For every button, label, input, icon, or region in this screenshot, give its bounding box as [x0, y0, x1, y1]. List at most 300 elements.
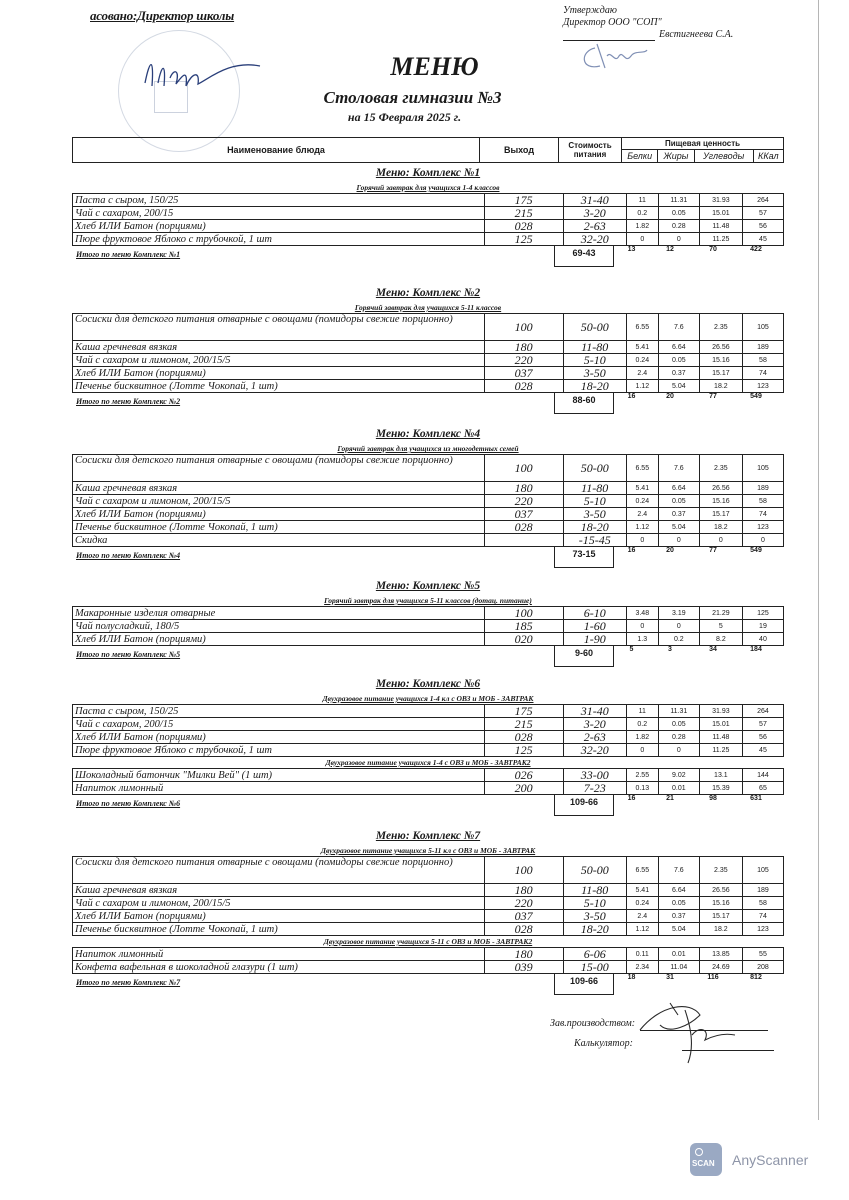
dish-output: 180: [484, 884, 563, 897]
dish-name: Напиток лимонный: [73, 782, 485, 795]
dish-kcal: 189: [742, 341, 783, 354]
table-row: [73, 718, 784, 731]
header-proteins: Белки: [622, 150, 658, 163]
dish-fats: 6.64: [658, 482, 699, 495]
scan-icon-label: SCAN: [692, 1159, 715, 1168]
group-subtitle: Горячий завтрак для учащихся 5-11 классов: [354, 303, 502, 312]
dish-name: Напиток лимонный: [73, 948, 485, 961]
total-kcal: 631: [750, 795, 762, 802]
dish-carbs: 26.56: [699, 341, 742, 354]
dish-price: -15-45: [563, 534, 626, 547]
dish-proteins: 0: [626, 620, 658, 633]
dish-carbs: 11.25: [699, 233, 742, 246]
dish-price: 5-10: [563, 354, 626, 367]
dish-fats: 0.05: [658, 718, 699, 731]
total-row: [72, 393, 784, 417]
dish-kcal: 208: [742, 961, 783, 974]
dish-proteins: 2.34: [626, 961, 658, 974]
dish-carbs: 18.2: [699, 923, 742, 936]
dish-output: 028: [484, 521, 563, 534]
dish-name: Хлеб ИЛИ Батон (порциями): [73, 508, 485, 521]
dish-kcal: 74: [742, 508, 783, 521]
dish-output: 028: [484, 380, 563, 393]
table-row: [73, 495, 784, 508]
dish-carbs: 26.56: [699, 884, 742, 897]
dish-output: 220: [484, 354, 563, 367]
table-row: [73, 207, 784, 220]
total-fats: 21: [666, 795, 674, 802]
dish-fats: 0.05: [658, 354, 699, 367]
table-row: [73, 521, 784, 534]
table-row: [73, 380, 784, 393]
dish-price: 50-00: [563, 314, 626, 341]
dish-name: Конфета вафельная в шоколадной глазури (1 шт): [73, 961, 485, 974]
dish-price: 3-50: [563, 508, 626, 521]
table-row: [73, 233, 784, 246]
total-label: Итого по меню Комплекс №5: [76, 650, 181, 659]
dish-fats: 3.19: [658, 607, 699, 620]
total-kcal: 549: [750, 393, 762, 400]
menu-section: [72, 580, 784, 670]
menu-table: [72, 704, 784, 757]
dish-name: Хлеб ИЛИ Батон (порциями): [73, 910, 485, 923]
dish-kcal: 189: [742, 482, 783, 495]
dish-carbs: 15.16: [699, 897, 742, 910]
scan-app-icon: [690, 1143, 722, 1176]
dish-proteins: 0: [626, 233, 658, 246]
dish-name: Хлеб ИЛИ Батон (порциями): [73, 367, 485, 380]
dish-proteins: 1.3: [626, 633, 658, 646]
dish-name: Каша гречневая вязкая: [73, 884, 485, 897]
menu-section: [72, 830, 784, 998]
dish-output: 220: [484, 897, 563, 910]
total-carbs: 116: [707, 974, 719, 981]
dish-kcal: 19: [742, 620, 783, 633]
dish-output: 100: [484, 607, 563, 620]
dish-output: 125: [484, 744, 563, 757]
dish-kcal: 0: [742, 534, 783, 547]
dish-carbs: 15.17: [699, 508, 742, 521]
dish-fats: 9.02: [658, 769, 699, 782]
dish-name: Шоколадный батончик "Милки Вей" (1 шт): [73, 769, 485, 782]
dish-fats: 0.28: [658, 220, 699, 233]
dish-fats: 0.05: [658, 897, 699, 910]
dish-proteins: 3.48: [626, 607, 658, 620]
dish-price: 11-80: [563, 884, 626, 897]
total-proteins: 16: [627, 547, 636, 554]
section-title: Меню: Комплекс №4: [375, 428, 481, 440]
menu-section: [72, 287, 784, 417]
document-subtitle: Столовая гимназии №3: [323, 88, 502, 107]
menu-table: [72, 768, 784, 795]
dish-output: 100: [484, 314, 563, 341]
dish-carbs: 15.16: [699, 354, 742, 367]
total-label: Итого по меню Комплекс №4: [76, 551, 181, 560]
total-row: [72, 795, 784, 819]
menu-table: [72, 193, 784, 246]
dish-fats: 0.37: [658, 508, 699, 521]
dish-output: 180: [484, 341, 563, 354]
dish-price: 7-23: [563, 782, 626, 795]
table-row: [73, 633, 784, 646]
table-row: [73, 857, 784, 884]
dish-proteins: 11: [626, 705, 658, 718]
production-head-label: Зав.производством:: [550, 1018, 636, 1029]
dish-name: Хлеб ИЛИ Батон (порциями): [73, 633, 485, 646]
total-proteins: 16: [627, 393, 636, 400]
dish-fats: 0: [658, 233, 699, 246]
dish-kcal: 57: [742, 207, 783, 220]
dish-proteins: 11: [626, 194, 658, 207]
table-row: [73, 194, 784, 207]
dish-name: Сосиски для детского питания отварные с овощами (помидоры свежие порционно): [73, 314, 485, 341]
dish-name: Чай с сахаром и лимоном, 200/15/5: [73, 354, 485, 367]
table-row: [73, 367, 784, 380]
dish-price: 31-40: [563, 194, 626, 207]
table-row: [73, 923, 784, 936]
dish-price: 3-20: [563, 207, 626, 220]
dish-fats: 5.04: [658, 521, 699, 534]
menu-section: [72, 678, 784, 819]
dish-carbs: 18.2: [699, 380, 742, 393]
total-carbs: 98: [709, 795, 717, 802]
dish-price: 32-20: [563, 233, 626, 246]
dish-name: Паста с сыром, 150/25: [73, 194, 485, 207]
dish-name: Сосиски для детского питания отварные с овощами (помидоры свежие порционно): [73, 857, 485, 884]
dish-carbs: 13.85: [699, 948, 742, 961]
dish-fats: 0.37: [658, 367, 699, 380]
dish-price: 11-80: [563, 482, 626, 495]
table-row: [73, 961, 784, 974]
group-subtitle: Горячий завтрак для учащихся 5-11 классов (дотац. питание): [324, 596, 532, 605]
dish-kcal: 55: [742, 948, 783, 961]
group-subtitle: Двухразовое питание учащихся 5-11 с ОВЗ и МОБ - ЗАВТРАК2: [323, 937, 533, 946]
total-proteins: 16: [627, 795, 636, 802]
header-dish: Наименование блюда: [73, 138, 480, 163]
group-subtitle: Двухразовое питание учащихся 1-4 с ОВЗ и МОБ - ЗАВТРАК2: [325, 758, 531, 767]
dish-kcal: 40: [742, 633, 783, 646]
dish-price: 3-50: [563, 367, 626, 380]
dish-name: Каша гречневая вязкая: [73, 341, 485, 354]
total-price: 109-66: [554, 974, 614, 995]
dish-name: Печенье бисквитное (Лотте Чокопай, 1 шт): [73, 521, 485, 534]
page-edge-line: [818, 0, 819, 1120]
dish-fats: 6.64: [658, 341, 699, 354]
dish-fats: 0.05: [658, 207, 699, 220]
total-price: 9-60: [554, 646, 614, 667]
dish-price: 2-63: [563, 731, 626, 744]
table-row: [73, 897, 784, 910]
dish-name: Чай с сахаром, 200/15: [73, 718, 485, 731]
calculator-label: Калькулятор:: [574, 1038, 633, 1049]
dish-proteins: 1.12: [626, 521, 658, 534]
menu-table: [72, 947, 784, 974]
total-proteins: 18: [627, 974, 636, 981]
dish-output: [484, 534, 563, 547]
dish-proteins: 1.12: [626, 380, 658, 393]
dish-proteins: 0.11: [626, 948, 658, 961]
agreed-by-label: асовано:Директор школы: [90, 8, 235, 23]
dish-kcal: 105: [742, 455, 783, 482]
dish-output: 215: [484, 207, 563, 220]
dish-name: Скидка: [73, 534, 485, 547]
dish-price: 15-00: [563, 961, 626, 974]
dish-fats: 0: [658, 744, 699, 757]
dish-kcal: 58: [742, 495, 783, 508]
dish-name: Чай полусладкий, 180/5: [73, 620, 485, 633]
table-row: [73, 910, 784, 923]
production-head-sign-line: [640, 1030, 768, 1031]
dish-kcal: 45: [742, 744, 783, 757]
dish-carbs: 2.35: [699, 314, 742, 341]
dish-fats: 5.04: [658, 923, 699, 936]
total-carbs: 34: [709, 646, 717, 653]
total-label: Итого по меню Комплекс №6: [76, 799, 181, 808]
dish-name: Чай с сахаром и лимоном, 200/15/5: [73, 897, 485, 910]
dish-kcal: 264: [742, 705, 783, 718]
dish-fats: 0.37: [658, 910, 699, 923]
total-fats: 12: [666, 246, 674, 253]
dish-name: Паста с сыром, 150/25: [73, 705, 485, 718]
total-proteins: 13: [627, 246, 636, 253]
table-row: [73, 620, 784, 633]
dish-output: 220: [484, 495, 563, 508]
dish-kcal: 123: [742, 380, 783, 393]
document-date: на 15 Февраля 2025 г.: [347, 110, 462, 124]
dish-carbs: 11.48: [699, 731, 742, 744]
total-fats: 20: [666, 393, 674, 400]
dish-output: 185: [484, 620, 563, 633]
dish-kcal: 105: [742, 314, 783, 341]
dish-price: 1-90: [563, 633, 626, 646]
total-carbs: 77: [709, 393, 717, 400]
menu-table: [72, 856, 784, 936]
total-fats: 20: [666, 547, 674, 554]
dish-price: 6-10: [563, 607, 626, 620]
dish-carbs: 5: [699, 620, 742, 633]
dish-kcal: 56: [742, 220, 783, 233]
total-kcal: 422: [750, 246, 762, 253]
dish-fats: 7.6: [658, 857, 699, 884]
table-row: [73, 731, 784, 744]
dish-proteins: 0.13: [626, 782, 658, 795]
dish-carbs: 24.69: [699, 961, 742, 974]
menu-table: [72, 313, 784, 393]
dish-fats: 11.31: [658, 705, 699, 718]
dish-price: 33-00: [563, 769, 626, 782]
dish-fats: 0.01: [658, 782, 699, 795]
footer-signatures: [548, 1018, 635, 1058]
dish-price: 6-06: [563, 948, 626, 961]
dish-name: Чай с сахаром и лимоном, 200/15/5: [73, 495, 485, 508]
dish-proteins: 5.41: [626, 341, 658, 354]
dish-kcal: 58: [742, 354, 783, 367]
dish-name: Хлеб ИЛИ Батон (порциями): [73, 731, 485, 744]
menu-table: [72, 606, 784, 646]
dish-price: 5-10: [563, 495, 626, 508]
dish-kcal: 123: [742, 521, 783, 534]
total-proteins: 5: [629, 646, 634, 653]
dish-output: 037: [484, 367, 563, 380]
dish-carbs: 31.93: [699, 705, 742, 718]
dish-output: 020: [484, 633, 563, 646]
dish-carbs: 2.35: [699, 455, 742, 482]
approved-name: Евстигнеева С.А.: [659, 29, 734, 40]
dish-output: 026: [484, 769, 563, 782]
dish-kcal: 105: [742, 857, 783, 884]
section-title: Меню: Комплекс №6: [375, 678, 481, 690]
dish-proteins: 0: [626, 744, 658, 757]
dish-carbs: 15.17: [699, 910, 742, 923]
group-subtitle: Горячий завтрак для учащихся 1-4 классов: [356, 183, 500, 192]
dish-proteins: 5.41: [626, 884, 658, 897]
dish-name: Чай с сахаром, 200/15: [73, 207, 485, 220]
dish-fats: 7.6: [658, 455, 699, 482]
dish-output: 037: [484, 910, 563, 923]
dish-fats: 0: [658, 620, 699, 633]
dish-output: 100: [484, 455, 563, 482]
table-row: [73, 534, 784, 547]
dish-output: 215: [484, 718, 563, 731]
dish-price: 50-00: [563, 455, 626, 482]
table-row: [73, 482, 784, 495]
dish-name: Пюре фруктовое Яблоко с трубочкой, 1 шт: [73, 233, 485, 246]
dish-carbs: 11.48: [699, 220, 742, 233]
table-row: [73, 341, 784, 354]
table-row: [73, 705, 784, 718]
dish-price: 31-40: [563, 705, 626, 718]
dish-proteins: 2.4: [626, 367, 658, 380]
dish-proteins: 0.24: [626, 495, 658, 508]
dish-price: 3-20: [563, 718, 626, 731]
dish-fats: 5.04: [658, 380, 699, 393]
dish-carbs: 15.17: [699, 367, 742, 380]
section-title: Меню: Комплекс №1: [375, 167, 481, 179]
dish-output: 175: [484, 705, 563, 718]
total-row: [72, 646, 784, 670]
dish-carbs: 15.01: [699, 207, 742, 220]
dish-fats: 11.04: [658, 961, 699, 974]
section-title: Меню: Комплекс №7: [375, 830, 481, 842]
total-carbs: 77: [709, 547, 717, 554]
table-row: [73, 607, 784, 620]
menu-table: [72, 454, 784, 547]
dish-proteins: 1.12: [626, 923, 658, 936]
dish-carbs: 31.93: [699, 194, 742, 207]
scanner-app-name: AnyScanner: [732, 1151, 809, 1168]
total-fats: 3: [668, 646, 672, 653]
dish-carbs: 26.56: [699, 482, 742, 495]
dish-output: 028: [484, 923, 563, 936]
dish-proteins: 6.55: [626, 857, 658, 884]
dish-proteins: 1.82: [626, 220, 658, 233]
total-kcal: 549: [750, 547, 762, 554]
dish-output: 180: [484, 482, 563, 495]
dish-carbs: 2.35: [699, 857, 742, 884]
dish-price: 32-20: [563, 744, 626, 757]
section-title: Меню: Комплекс №2: [375, 287, 481, 299]
approved-line-1: Утверждаю: [563, 5, 617, 16]
dish-output: 125: [484, 233, 563, 246]
total-kcal: 812: [750, 974, 762, 981]
total-label: Итого по меню Комплекс №2: [76, 397, 181, 406]
dish-kcal: 57: [742, 718, 783, 731]
total-price: 69-43: [554, 246, 614, 267]
total-fats: 31: [666, 974, 674, 981]
dish-kcal: 189: [742, 884, 783, 897]
table-row: [73, 455, 784, 482]
table-row: [73, 884, 784, 897]
dish-price: 18-20: [563, 380, 626, 393]
dish-name: Сосиски для детского питания отварные с овощами (помидоры свежие порционно): [73, 455, 485, 482]
dish-output: 039: [484, 961, 563, 974]
dish-kcal: 125: [742, 607, 783, 620]
dish-price: 2-63: [563, 220, 626, 233]
dish-fats: 0: [658, 534, 699, 547]
dish-output: 175: [484, 194, 563, 207]
menu-section: [72, 428, 784, 571]
total-row: [72, 246, 784, 270]
dish-fats: 0.28: [658, 731, 699, 744]
dish-carbs: 13.1: [699, 769, 742, 782]
table-row: [73, 782, 784, 795]
dish-price: 11-80: [563, 341, 626, 354]
table-header: [72, 137, 784, 163]
header-carbs: Углеводы: [694, 150, 753, 163]
table-row: [73, 948, 784, 961]
dish-proteins: 2.4: [626, 910, 658, 923]
dish-carbs: 15.39: [699, 782, 742, 795]
dish-carbs: 0: [699, 534, 742, 547]
dish-kcal: 45: [742, 233, 783, 246]
document-title: МЕНЮ: [390, 52, 479, 81]
dish-fats: 7.6: [658, 314, 699, 341]
header-nutrition: Пищевая ценность: [622, 138, 784, 150]
dish-proteins: 6.55: [626, 314, 658, 341]
dish-name: Макаронные изделия отварные: [73, 607, 485, 620]
dish-carbs: 11.25: [699, 744, 742, 757]
total-label: Итого по меню Комплекс №7: [76, 978, 181, 987]
section-title: Меню: Комплекс №5: [375, 580, 481, 592]
table-row: [73, 314, 784, 341]
dish-fats: 0.01: [658, 948, 699, 961]
dish-proteins: 0.2: [626, 718, 658, 731]
header-output: Выход: [480, 138, 559, 163]
calculator-sign-line: [682, 1050, 774, 1051]
total-price: 109-66: [554, 795, 614, 816]
total-carbs: 70: [709, 246, 717, 253]
dish-price: 50-00: [563, 857, 626, 884]
menu-section: [72, 167, 784, 270]
dish-kcal: 74: [742, 910, 783, 923]
dish-kcal: 56: [742, 731, 783, 744]
dish-output: 180: [484, 948, 563, 961]
dish-price: 1-60: [563, 620, 626, 633]
dish-price: 5-10: [563, 897, 626, 910]
dish-proteins: 1.82: [626, 731, 658, 744]
dish-price: 18-20: [563, 923, 626, 936]
total-kcal: 184: [750, 646, 762, 653]
dish-fats: 6.64: [658, 884, 699, 897]
dish-price: 18-20: [563, 521, 626, 534]
dish-carbs: 15.16: [699, 495, 742, 508]
dish-name: Хлеб ИЛИ Батон (порциями): [73, 220, 485, 233]
table-row: [73, 354, 784, 367]
dish-proteins: 0.2: [626, 207, 658, 220]
total-label: Итого по меню Комплекс №1: [76, 250, 181, 259]
dish-kcal: 74: [742, 367, 783, 380]
dish-carbs: 15.01: [699, 718, 742, 731]
